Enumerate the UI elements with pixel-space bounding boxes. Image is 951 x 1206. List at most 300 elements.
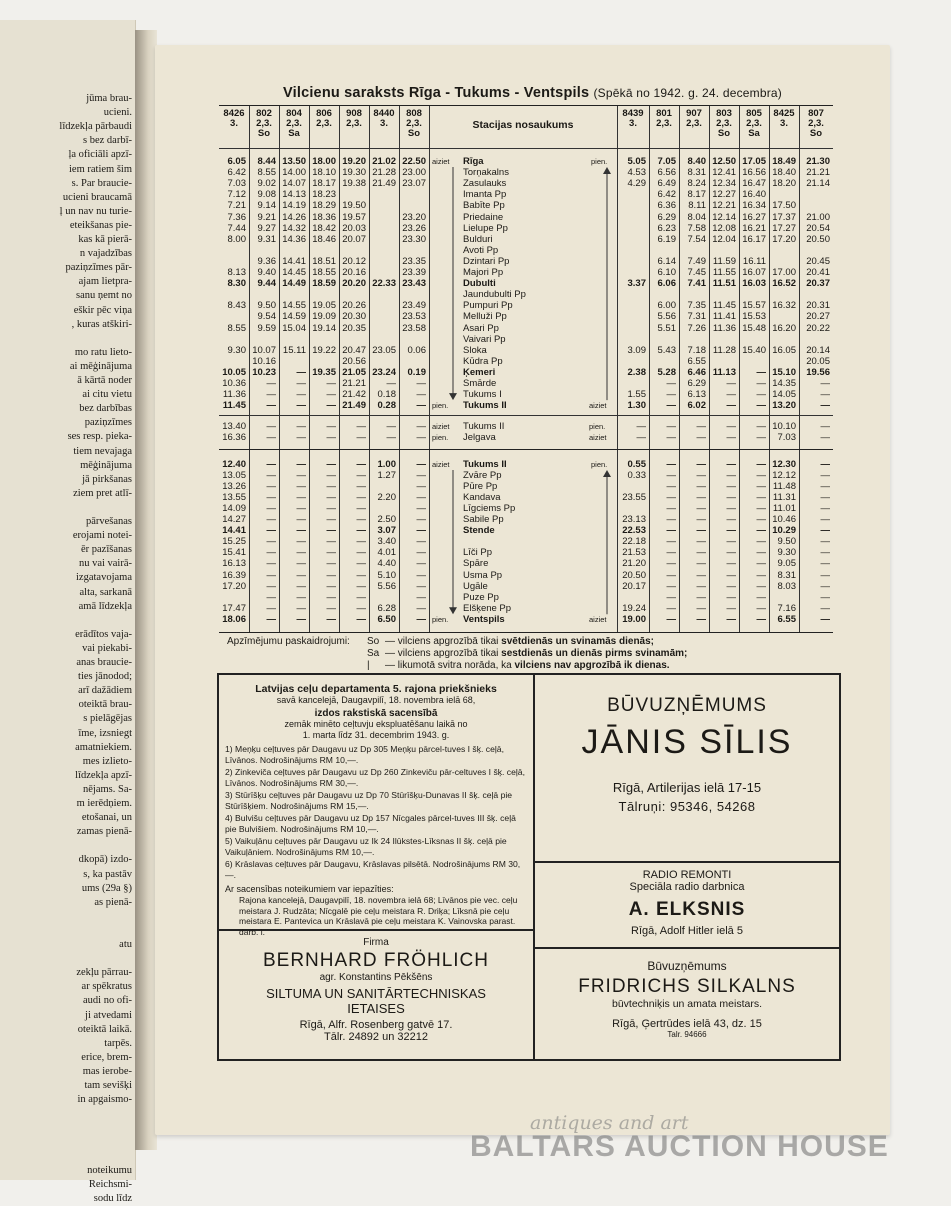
time-cell: 23.43 <box>402 278 426 290</box>
time-cell: 3.40 <box>377 536 396 548</box>
block-rule <box>219 415 833 416</box>
time-cell: 21.05 <box>342 366 366 378</box>
time-cell: 0.28 <box>377 400 396 412</box>
time-cell: — <box>356 547 366 559</box>
time-cell: 11.48 <box>772 480 796 492</box>
time-cell: — <box>666 491 676 503</box>
left-page-line: eteikšanas pie- <box>69 219 132 231</box>
time-cell: — <box>416 525 426 537</box>
time-cell: 14.19 <box>282 200 306 212</box>
time-cell: 11.55 <box>712 267 736 278</box>
time-cell: — <box>666 514 676 525</box>
tag-aiziet: aiziet <box>589 433 607 443</box>
time-cell: 9.02 <box>257 178 276 190</box>
station-name: Avoti Pp <box>463 244 499 256</box>
time-cell: — <box>356 536 366 548</box>
time-cell: 7.18 <box>687 344 706 356</box>
timetable-title <box>283 85 782 101</box>
time-cell: — <box>696 514 706 525</box>
time-cell: 16.52 <box>772 278 796 290</box>
station-name: Babīte Pp <box>463 200 505 212</box>
train-header <box>279 109 309 139</box>
time-cell: — <box>356 569 366 581</box>
time-cell: 9.50 <box>777 536 796 548</box>
left-page-line: , kuras atškiri- <box>71 318 132 330</box>
time-cell: 14.00 <box>282 167 306 179</box>
time-cell: 15.40 <box>742 344 766 356</box>
time-cell: 22.33 <box>372 278 396 290</box>
time-cell: 6.42 <box>657 189 676 201</box>
time-cell: 16.20 <box>772 322 796 334</box>
time-cell: — <box>416 547 426 559</box>
time-cell: — <box>726 613 736 625</box>
time-cell: — <box>296 602 306 614</box>
time-cell: 16.40 <box>742 189 766 201</box>
time-cell: 15.57 <box>742 300 766 312</box>
time-cell: 16.17 <box>742 233 766 245</box>
time-cell: 14.55 <box>282 300 306 312</box>
time-cell: — <box>266 547 276 559</box>
time-cell: — <box>666 469 676 481</box>
ad-roads-list <box>225 744 527 880</box>
time-cell: 21.14 <box>806 178 830 190</box>
time-cell: — <box>326 514 336 525</box>
time-cell: 0.06 <box>407 344 426 356</box>
time-cell: — <box>820 569 830 581</box>
time-cell: 13.50 <box>282 156 306 167</box>
time-cell: — <box>820 536 830 548</box>
time-cell: — <box>756 569 766 581</box>
time-cell: — <box>296 480 306 492</box>
time-cell: 15.11 <box>282 344 306 356</box>
time-cell: 18.59 <box>312 278 336 290</box>
train-header-line: So <box>257 128 271 139</box>
time-cell: 19.14 <box>312 322 336 334</box>
time-cell: — <box>726 502 736 514</box>
left-page-line: ēr pazīšanas <box>80 544 132 556</box>
left-page-line: n vajadzības <box>79 248 132 260</box>
time-cell: — <box>266 480 276 492</box>
left-page-line: vai piekabi- <box>82 642 132 654</box>
time-cell: 12.50 <box>712 156 736 167</box>
time-cell: 19.20 <box>342 156 366 167</box>
ad-roads-intro: zemāk minēto ceļtuvju ekspluatēšanu laikā no <box>284 719 468 729</box>
time-cell: — <box>416 421 426 433</box>
left-page-line: mo ratu lieto- <box>74 346 132 358</box>
tag-pien: pien. <box>591 157 608 166</box>
time-cell: 2.38 <box>627 366 646 378</box>
time-cell: 11.36 <box>222 389 246 401</box>
time-cell: — <box>356 458 366 470</box>
time-cell: 19.00 <box>622 613 646 625</box>
left-page-line: eškir pēc viņa <box>73 304 132 316</box>
ad-frohlich-line1: SILTUMA UN SANITĀRTECHNISKAS <box>266 986 486 1001</box>
time-cell: 5.56 <box>657 311 676 323</box>
time-cell: 15.48 <box>742 322 766 334</box>
left-page-line: etošanai, un <box>81 812 132 824</box>
time-cell: 14.26 <box>282 211 306 223</box>
time-cell: 9.50 <box>257 300 276 312</box>
time-cell: 8.31 <box>777 569 796 581</box>
time-cell: — <box>296 514 306 525</box>
time-cell: — <box>266 491 276 503</box>
time-cell: — <box>726 602 736 614</box>
time-cell: 12.04 <box>712 233 736 245</box>
station-name: Kandava <box>463 491 501 503</box>
time-cell: — <box>666 480 676 492</box>
time-cell: 7.44 <box>227 222 246 234</box>
time-cell: 18.00 <box>312 156 336 167</box>
time-cell: 6.05 <box>227 156 246 167</box>
time-cell: — <box>326 389 336 401</box>
time-cell: 14.59 <box>282 311 306 323</box>
time-cell: — <box>326 378 336 389</box>
time-cell: 6.50 <box>377 613 396 625</box>
time-cell: — <box>756 591 766 603</box>
time-cell: 18.36 <box>312 211 336 223</box>
left-page-line: ses resp. pieka- <box>67 431 132 443</box>
time-cell: — <box>416 469 426 481</box>
tag-aiziet: aiziet <box>589 401 607 411</box>
left-page-line: audi no ofi- <box>83 995 132 1007</box>
time-cell: 23.26 <box>402 222 426 234</box>
time-cell: 2.50 <box>377 514 396 525</box>
time-cell: 19.50 <box>342 200 366 212</box>
time-cell: — <box>666 547 676 559</box>
time-cell: — <box>820 421 830 433</box>
time-cell: 4.01 <box>377 547 396 559</box>
station-name: Tukums II <box>463 400 507 412</box>
ad-roads-period: 1. marta līdz 31. decembrim 1943. g. <box>302 730 450 740</box>
time-cell: 6.55 <box>687 355 706 367</box>
time-cell: 6.28 <box>377 602 396 614</box>
left-page-line: noteikumu <box>87 1164 132 1176</box>
time-cell: 6.10 <box>657 267 676 278</box>
time-cell: 7.12 <box>227 189 246 201</box>
left-page-line: alta, sarkanā <box>79 586 132 598</box>
train-header <box>739 109 769 139</box>
station-name: Elšķene Pp <box>463 602 512 614</box>
time-cell: — <box>416 458 426 470</box>
time-cell: — <box>296 558 306 570</box>
train-header-line: 907 <box>686 108 702 119</box>
time-cell: 13.05 <box>222 469 246 481</box>
time-cell: — <box>266 525 276 537</box>
time-cell: 17.05 <box>742 156 766 167</box>
ad-roads-address: savā kancelejā, Daugavpilī, 18. novembra ielā 68, <box>276 695 476 705</box>
time-cell: — <box>356 491 366 503</box>
time-cell: 8.43 <box>227 300 246 312</box>
time-cell: 23.30 <box>402 233 426 245</box>
time-cell: 6.00 <box>657 300 676 312</box>
time-cell: 12.27 <box>712 189 736 201</box>
time-cell: — <box>756 613 766 625</box>
train-header-line: Sa <box>288 128 300 139</box>
time-cell: — <box>416 502 426 514</box>
time-cell: — <box>266 458 276 470</box>
train-header-line: 807 <box>808 108 824 119</box>
time-cell: — <box>416 400 426 412</box>
station-name: Tukums II <box>463 458 507 470</box>
time-cell: 12.41 <box>712 167 736 179</box>
time-cell: — <box>696 491 706 503</box>
time-cell: — <box>756 366 766 378</box>
train-header-line: 2,3. <box>346 118 362 129</box>
left-page-line: erādītos vaja- <box>75 628 132 640</box>
time-cell: — <box>356 432 366 444</box>
column-separator <box>429 106 430 632</box>
station-name: Līgciems Pp <box>463 502 516 514</box>
ad-silkalns-kind: Būvuzņēmums <box>647 959 727 973</box>
time-cell: 7.16 <box>777 602 796 614</box>
ad-silis-kind: BŪVUZŅĒMUMS <box>607 695 767 716</box>
time-cell: 18.51 <box>312 255 336 267</box>
time-cell: — <box>666 378 676 389</box>
time-cell: — <box>756 502 766 514</box>
time-cell: — <box>416 558 426 570</box>
time-cell: — <box>696 432 706 444</box>
time-cell: 16.13 <box>222 558 246 570</box>
train-header-line: 802 <box>256 108 272 119</box>
time-cell: — <box>726 525 736 537</box>
train-header-line: 2,3. <box>316 118 332 129</box>
time-cell: 21.21 <box>342 378 366 389</box>
time-cell: 7.58 <box>687 222 706 234</box>
page-gutter <box>135 30 157 1150</box>
time-cell: 12.08 <box>712 222 736 234</box>
time-cell: 16.36 <box>222 432 246 444</box>
left-page-line: ucieni braucamā <box>62 191 132 203</box>
left-page-line: m ierēdņiem. <box>76 798 132 809</box>
time-cell: 3.09 <box>627 344 646 356</box>
time-cell: 7.35 <box>687 300 706 312</box>
left-page-line: tarpēs. <box>104 1037 132 1049</box>
time-cell: — <box>416 580 426 592</box>
time-cell: 9.21 <box>257 211 276 223</box>
time-cell: 9.05 <box>777 558 796 570</box>
time-cell: 20.20 <box>342 278 366 290</box>
time-cell: — <box>696 458 706 470</box>
time-cell: 18.10 <box>312 167 336 179</box>
train-header-line: 3. <box>230 118 238 129</box>
time-cell: 9.27 <box>257 222 276 234</box>
time-cell: — <box>326 580 336 592</box>
time-cell: 16.32 <box>772 300 796 312</box>
time-cell: — <box>756 525 766 537</box>
time-cell: 8.44 <box>257 156 276 167</box>
ad-roads <box>225 683 527 937</box>
time-cell: — <box>266 569 276 581</box>
time-cell: 18.17 <box>312 178 336 190</box>
time-cell: 9.30 <box>227 344 246 356</box>
left-page-line: erojami notei- <box>72 530 132 542</box>
time-cell: 9.44 <box>257 278 276 290</box>
time-cell: 13.55 <box>222 491 246 503</box>
left-page-line: sanu ņemt no <box>76 290 132 302</box>
train-header-line: 8426 <box>223 108 245 119</box>
time-cell: — <box>296 613 306 625</box>
time-cell: 6.29 <box>687 378 706 389</box>
train-header-line: 2,3. <box>686 118 702 129</box>
time-cell: 6.49 <box>657 178 676 190</box>
time-cell: 6.19 <box>657 233 676 245</box>
left-page-line: ai citu vietu <box>82 389 132 401</box>
ad-silis-name: JĀNIS SĪLIS <box>581 723 793 761</box>
time-cell: — <box>356 514 366 525</box>
time-cell: — <box>820 602 830 614</box>
left-page-line: zekļu pārrau- <box>76 967 132 979</box>
ad-frohlich-address: Rīgā, Alfr. Rosenberg gatvē 17. <box>299 1019 453 1031</box>
tag-pien: pien. <box>591 459 608 469</box>
time-cell: — <box>666 580 676 592</box>
left-page-line: zamas pienā- <box>76 826 132 838</box>
time-cell: 8.11 <box>688 200 706 212</box>
time-cell: — <box>296 569 306 581</box>
time-cell: — <box>726 580 736 592</box>
right-page <box>155 45 890 1135</box>
left-page-line: ajam lietpra- <box>78 276 132 288</box>
time-cell: 23.58 <box>402 322 426 334</box>
station-name: Ugāle <box>463 580 488 592</box>
time-cell: — <box>820 432 830 444</box>
left-page-line: jūma brau- <box>86 93 132 104</box>
time-cell: 8.40 <box>687 156 706 167</box>
train-header-line: 801 <box>656 108 672 119</box>
legend-text: — likumotā svitra norāda, ka <box>385 660 515 671</box>
time-cell: — <box>666 400 676 412</box>
left-page-line: bez darbības <box>79 403 132 415</box>
time-cell: 23.24 <box>372 366 396 378</box>
time-cell: 17.27 <box>772 222 796 234</box>
time-cell: 14.27 <box>222 514 246 525</box>
station-name: Jaundubulti Pp <box>463 289 526 301</box>
time-cell: 12.21 <box>712 200 736 212</box>
time-cell: 9.14 <box>257 200 276 212</box>
time-cell: 10.29 <box>772 525 796 537</box>
time-cell: — <box>756 389 766 401</box>
time-cell: — <box>296 469 306 481</box>
time-cell: — <box>756 536 766 548</box>
ad-frohlich-line2: IETAISES <box>347 1001 405 1016</box>
time-cell: 21.02 <box>372 156 396 167</box>
time-cell: 8.30 <box>227 278 246 290</box>
time-cell: — <box>296 458 306 470</box>
time-cell: 1.30 <box>627 400 646 412</box>
time-cell: 1.00 <box>377 458 396 470</box>
time-cell: 0.55 <box>627 458 646 470</box>
station-name: Sabile Pp <box>463 514 504 525</box>
time-cell: 5.43 <box>657 344 676 356</box>
left-page <box>0 20 136 1204</box>
time-cell: 10.07 <box>252 344 276 356</box>
time-cell: 18.20 <box>772 178 796 190</box>
time-cell: 18.46 <box>312 233 336 245</box>
time-cell: 18.40 <box>772 167 796 179</box>
left-page-line: ucieni. <box>103 107 132 119</box>
time-cell: 20.27 <box>806 311 830 323</box>
time-cell: 20.50 <box>806 233 830 245</box>
time-cell: 14.05 <box>772 389 796 401</box>
time-cell: 5.28 <box>657 366 676 378</box>
station-name: Jelgava <box>463 432 496 444</box>
time-cell: 9.31 <box>257 233 276 245</box>
legend-code: So <box>367 636 380 647</box>
left-page-line: īme, izsniegt <box>78 727 132 739</box>
time-cell: 13.20 <box>772 400 796 412</box>
train-header <box>617 109 649 129</box>
time-cell: — <box>696 525 706 537</box>
time-cell: 14.41 <box>222 525 246 537</box>
left-page-line: ļa oficiāli apzī- <box>68 149 132 161</box>
time-cell: — <box>416 432 426 444</box>
time-cell: — <box>266 602 276 614</box>
time-cell: — <box>820 389 830 401</box>
time-cell: 19.35 <box>312 366 336 378</box>
train-header-line: 2,3. <box>808 118 824 129</box>
train-header <box>679 109 709 129</box>
left-page-line: dkopā) izdo- <box>78 854 132 866</box>
time-cell: — <box>666 502 676 514</box>
time-cell: 8.17 <box>687 189 706 201</box>
train-header-line: So <box>809 128 823 139</box>
time-cell: — <box>756 480 766 492</box>
time-cell: 23.35 <box>402 255 426 267</box>
legend-label: Apzīmējumu paskaidrojumi: <box>227 636 350 647</box>
time-cell: — <box>820 525 830 537</box>
time-cell: 11.28 <box>712 344 736 356</box>
ad-roads-item: 1) Meņķu ceļtuves pār Daugavu uz Dp 305 Meņķu pārcel-tuves I šķ. ceļā, Līvānos. Nodrošinājums RM 10,—. <box>225 744 504 765</box>
time-cell: — <box>326 400 336 412</box>
up-arrow-icon <box>603 470 611 614</box>
time-cell: — <box>820 580 830 592</box>
time-cell: — <box>756 378 766 389</box>
time-cell: 18.23 <box>312 189 336 201</box>
time-cell: — <box>266 558 276 570</box>
time-cell: 7.05 <box>657 156 676 167</box>
time-cell: 16.27 <box>742 211 766 223</box>
time-cell: — <box>756 580 766 592</box>
time-cell: — <box>696 480 706 492</box>
station-name: Dubulti <box>463 278 496 290</box>
tag-pien: pien. <box>432 401 449 411</box>
time-cell: 19.24 <box>622 602 646 614</box>
time-cell: — <box>820 480 830 492</box>
time-cell: 14.45 <box>282 267 306 278</box>
time-cell: — <box>326 432 336 444</box>
time-cell: 18.55 <box>312 267 336 278</box>
ad-silkalns-sub: būvtechniķis un amata meistars. <box>612 998 762 1010</box>
time-cell: 10.05 <box>222 366 246 378</box>
ad-frohlich-firma: Firma <box>363 937 389 948</box>
time-cell: 16.11 <box>742 255 766 267</box>
train-header-line: Sa <box>748 128 760 139</box>
time-cell: — <box>756 458 766 470</box>
time-cell: — <box>726 569 736 581</box>
time-cell: — <box>820 613 830 625</box>
time-cell: — <box>696 558 706 570</box>
station-name: Spāre <box>463 558 489 570</box>
time-cell: 20.37 <box>806 278 830 290</box>
train-header-line: 8425 <box>773 108 795 119</box>
time-cell: — <box>666 536 676 548</box>
time-cell: — <box>756 469 766 481</box>
time-cell: 6.29 <box>657 211 676 223</box>
time-cell: 15.04 <box>282 322 306 334</box>
ad-roads-inquire-text: Rajona kancelejā, Daugavpilī, 18. novembra ielā 68; Līvānos pie vec. ceļu meistara J. Rudzāta; Nīcgalē pie ceļu meistara R. Driķa; Līksnā pie ceļu meistara E. Pantevica un Krāslavā pie ceļu meistara K. Vainovska parast. darb. l. <box>239 895 518 937</box>
time-cell: 16.05 <box>772 344 796 356</box>
time-cell: — <box>666 558 676 570</box>
time-cell: 23.07 <box>402 178 426 190</box>
